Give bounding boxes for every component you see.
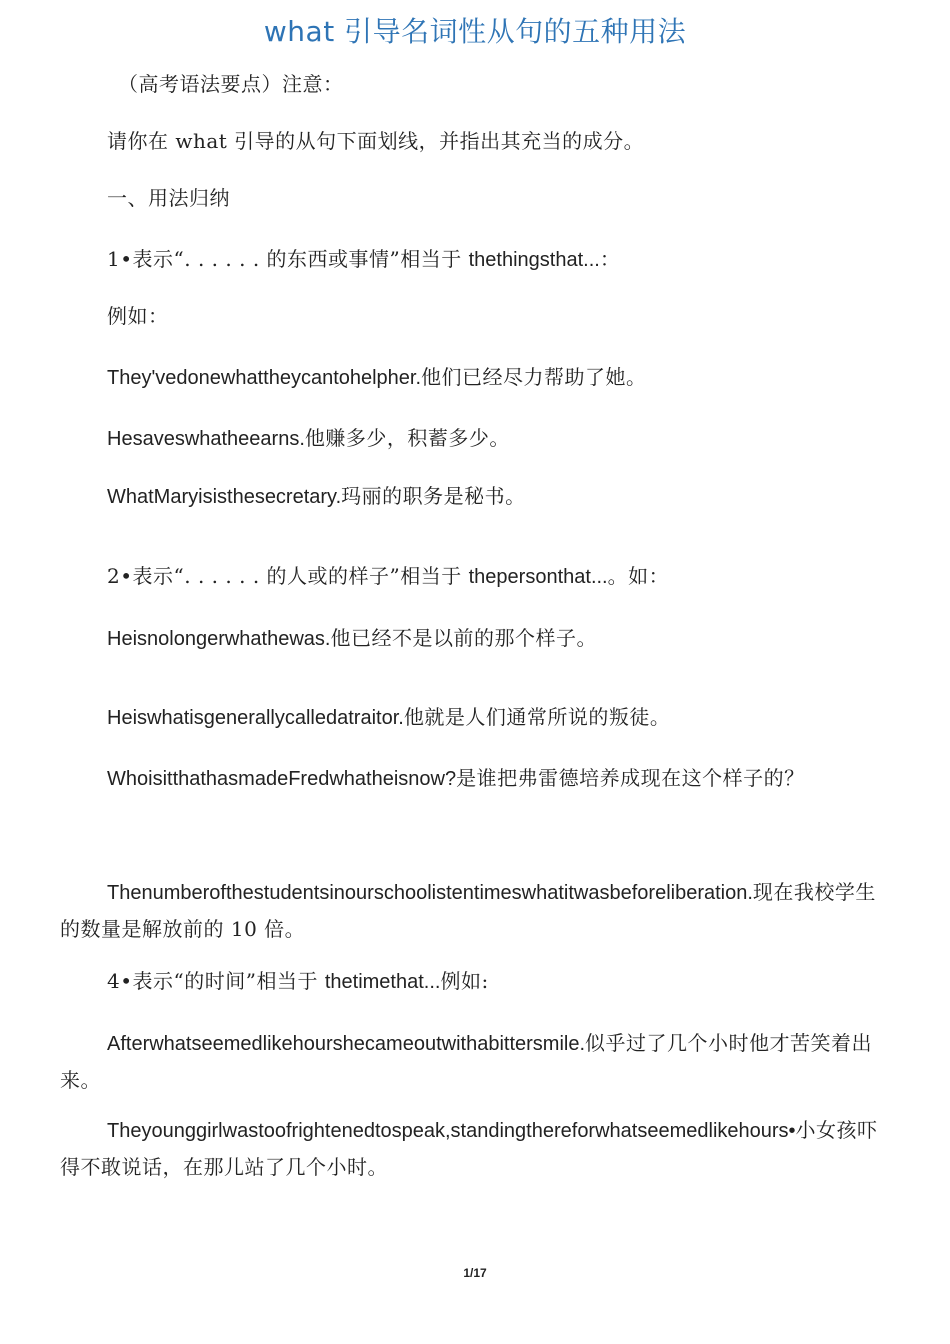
usage2-tail: 。如： [607, 564, 670, 588]
example-sentence [107, 707, 670, 728]
instruction-line: 请你在 what 引导的从句下面划线，并指出其充当的成分。 [107, 129, 645, 153]
example-chinese: 似乎过了几个小时他才苦笑着出来。 [60, 1031, 873, 1092]
usage2-heading [107, 566, 669, 587]
example-sentence [107, 768, 805, 789]
example-label: 例如： [107, 304, 169, 328]
example-english: WhatMaryisisthesecretary. [107, 486, 342, 508]
usage1-head-text: 1•表示“. . . . . . 的东西或事情”相当于 [107, 247, 469, 271]
example-english: They'vedonewhattheycantohelpher. [107, 367, 422, 389]
example-chinese: 是谁把弗雷德培养成现在这个样子的？ [456, 766, 805, 790]
page-number: 1/17 [463, 1266, 487, 1280]
example-sentence [107, 628, 597, 649]
example-paragraph [60, 874, 890, 947]
usage2-head-text: 2•表示“. . . . . . 的人或的样子”相当于 [107, 564, 469, 588]
usage4-english: thetimethat... [324, 971, 441, 993]
example-sentence [107, 428, 510, 449]
example-english: Thenumberofthestudentsinourschoolistentimeswhatitwasbeforeliberation. [107, 882, 753, 904]
example-chinese: 小女孩吓得不敢说话，在那儿站了几个小时。 [60, 1118, 878, 1179]
document-title: what 引导名词性从句的五种用法 [263, 15, 687, 48]
example-chinese: 玛丽的职务是秘书。 [341, 484, 526, 508]
example-english: WhoisitthathasmadeFredwhatheisnow? [107, 768, 457, 790]
example-paragraph [60, 1112, 890, 1185]
usage2-english: thepersonthat... [468, 566, 608, 588]
example-chinese: 他赚多少，积蓄多少。 [304, 426, 510, 450]
example-english: Theyounggirlwastoofrightenedtospeak,standingthereforwhatseemedlikehours• [107, 1120, 796, 1142]
example-sentence [107, 367, 647, 388]
usage4-heading [107, 971, 489, 992]
example-english: Heisnolongerwhathewas. [107, 628, 331, 650]
section-heading: 一、用法归纳 [107, 186, 230, 210]
usage1-english: thethingsthat... [468, 249, 600, 271]
example-english: Afterwhatseemedlikehourshecameoutwithabittersmile. [107, 1033, 586, 1055]
example-chinese: 他就是人们通常所说的叛徒。 [403, 705, 671, 729]
usage4-head-text: 4•表示“的时间”相当于 [107, 969, 325, 993]
example-english: Heiswhatisgenerallycalledatraitor. [107, 707, 404, 729]
example-chinese: 现在我校学生的数量是解放前的 10 倍。 [60, 880, 876, 941]
usage4-tail: 例如: [440, 969, 489, 993]
usage1-tail: ： [599, 247, 621, 271]
example-chinese: 他们已经尽力帮助了她。 [421, 365, 647, 389]
note-line: （高考语法要点）注意： [118, 72, 344, 96]
usage1-heading [107, 249, 620, 270]
example-sentence [107, 486, 526, 507]
example-english: Hesaveswhatheearns. [107, 428, 305, 450]
example-chinese: 他已经不是以前的那个样子。 [330, 626, 597, 650]
example-paragraph [60, 1025, 890, 1098]
